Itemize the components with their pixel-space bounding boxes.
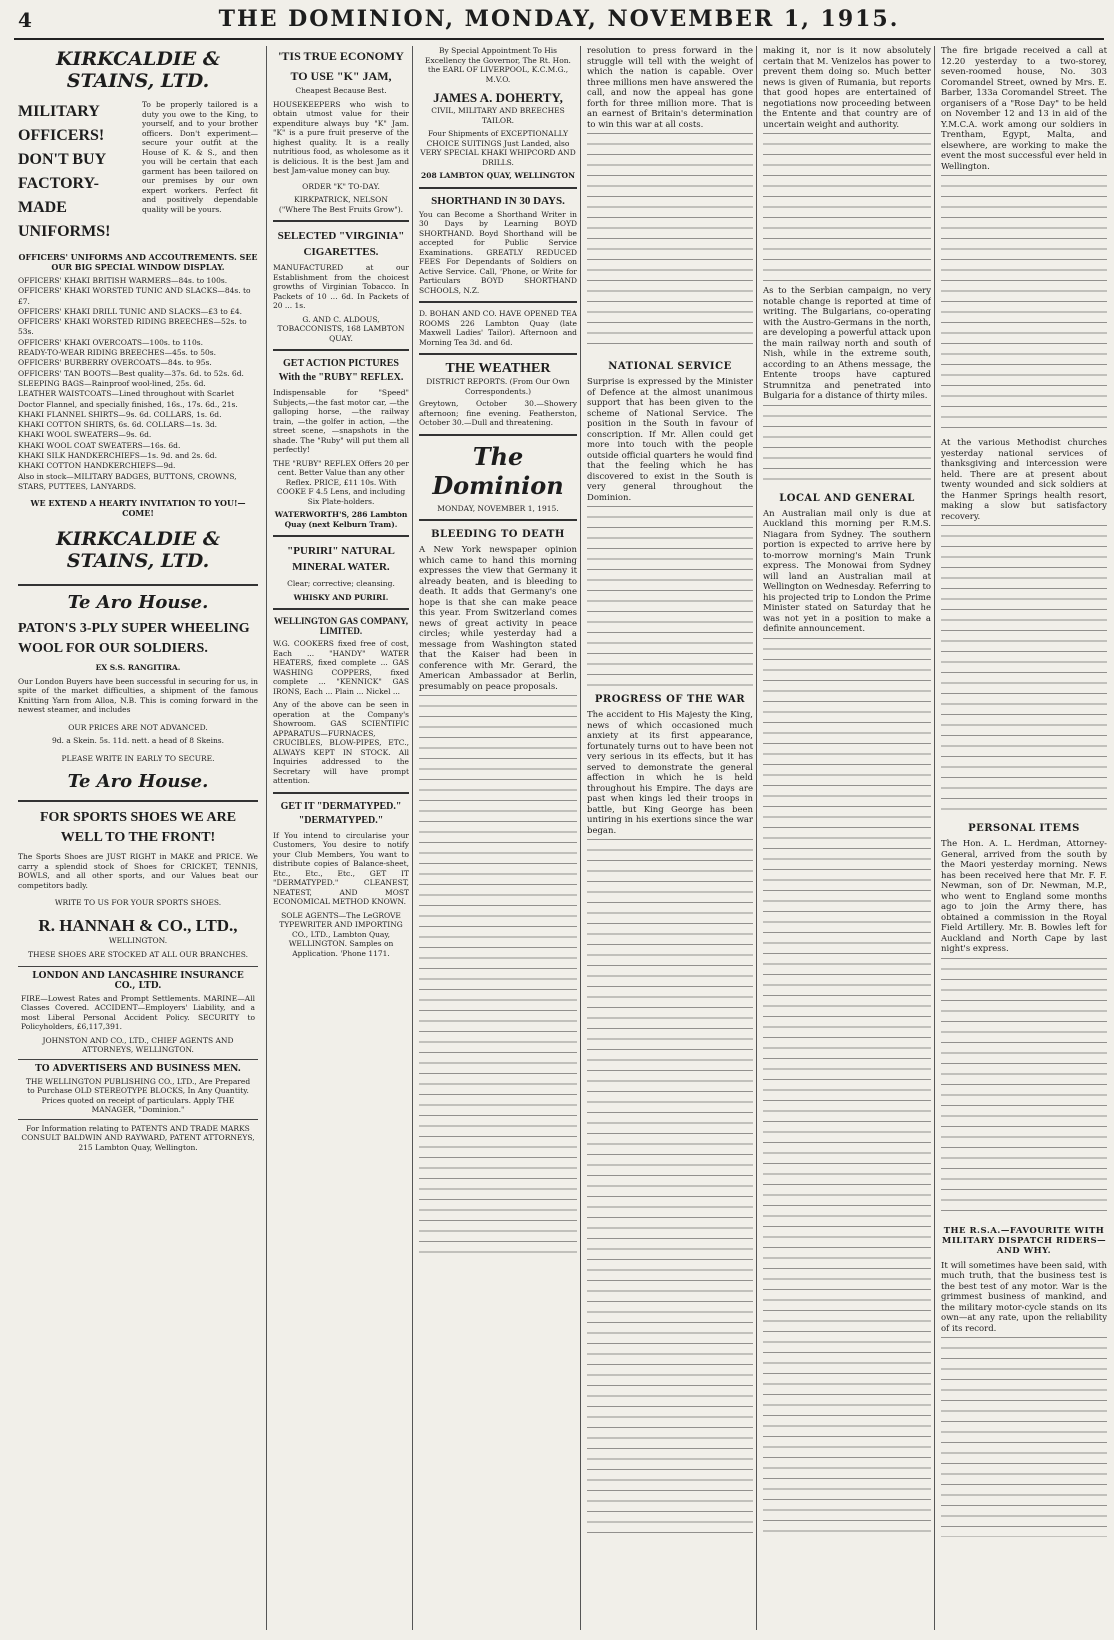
rsa-headline: THE R.S.A.—FAVOURITE WITH MILITARY DISPATCH RIDERS—AND WHY. <box>941 1225 1107 1256</box>
advertisers-ad <box>18 1059 258 1119</box>
aldous-address: G. AND C. ALDOUS, TOBACCONISTS, 168 LAMBTON QUAY. <box>277 314 405 343</box>
progress-headline: PROGRESS OF THE WAR <box>594 694 746 705</box>
text-continuation <box>763 638 931 1538</box>
methodist-body: At the various Methodist churches yesterday national services of thanksgiving and intercession were held. There are at present about twenty wounded and sick soldiers at the Hanmer Springs health resort, making a slow but satisfactory recovery. <box>941 438 1107 522</box>
progress-body: The accident to His Majesty the King, news of which occasioned much anxiety at its first appearance, fortunately turns out to have been not very serious in its effects, but it has served to demonstrate the general affection in which he is held throughout his Empire. The days are past when kings led their troops in battle, but King George has been untiring in his exertions since the war began. <box>587 710 753 836</box>
divider <box>419 519 577 521</box>
derma-agents: SOLE AGENTS—The LeGROVE TYPEWRITER AND IMPORTING CO., LTD., Lambton Quay, WELLINGTON. Samples on Application. 'Phone 1171. <box>279 910 403 958</box>
special-appointment: By Special Appointment To His Excellency the Governor, The Rt. Hon. the EARL OF LIVERPOOL, K.C.M.G., M.V.O. <box>425 46 571 84</box>
list-item: OFFICERS' KHAKI OVERCOATS—100s. to 110s. <box>18 337 203 347</box>
military-officers-headline: MILITARY OFFICERS! DON'T BUY FACTORY-MADE UNIFORMS! <box>18 103 111 240</box>
doherty-name: JAMES A. DOHERTY, <box>433 90 563 105</box>
patons-body: Our London Buyers have been successful in securing for us, in spite of the market difficulties, a shipment of the famous Knitting Yarn from Alloa, N.B. This is coming forward in the newest steamer, and includes <box>18 676 258 715</box>
dominion-nameplate: The Dominion <box>432 441 564 500</box>
hannah-name: R. HANNAH & CO., LTD., <box>38 915 238 935</box>
patents-ad: For Information relating to PATENTS AND TRADE MARKS CONSULT BALDWIN AND RAYWARD, PATENT ATTORNEYS, 215 Lambton Quay, Wellington. <box>18 1119 258 1157</box>
list-item: READY-TO-WEAR RIDING BREECHES—45s. to 50s. <box>18 348 216 358</box>
derma-headline: GET IT "DERMATYPED." "DERMATYPED." <box>280 800 402 826</box>
waterworth-address: WATERWORTH'S, 286 Lambton Quay (next Kelburn Tram). <box>274 510 408 529</box>
list-item: OFFICERS' KHAKI BRITISH WARMERS—84s. to 100s. <box>18 276 228 285</box>
text-continuation <box>763 133 931 283</box>
advertisers-body: THE WELLINGTON PUBLISHING CO., LTD., Are Prepared to Purchase OLD STEREOTYPE BLOCKS, In Any Quantity. Prices quoted on receipt of particulars. Apply THE MANAGER, "Dominion." <box>25 1076 251 1115</box>
bohan-tea-rooms: D. BOHAN AND CO. HAVE OPENED TEA ROOMS 226 Lambton Quay (late Maxwell Ladies' Tailor). Afternoon and Morning Tea 3d. and 6d. <box>419 309 577 347</box>
patons-write: PLEASE WRITE IN EARLY TO SECURE. <box>61 753 215 763</box>
national-service-body: Surprise is expressed by the Minister of Defence at the almost unanimous support that has been given to the scheme of National Service. The position in the South in favour of conscription. If Mr. Allen could get more into touch with the people outside official quarters he would find that the feeling which he has discovered to exist in the South is very general throughout the Dominion. <box>587 377 753 503</box>
personal-items-headline: PERSONAL ITEMS <box>968 823 1080 834</box>
text-continuation <box>763 405 931 485</box>
insurance-body: FIRE—Lowest Rates and Prompt Settlements. MARINE—All Classes Covered. ACCIDENT—Employers' Liability, and a most Liberal Personal Accident Policy. SECURITY to Policyholders, £6,117,391. <box>21 993 255 1032</box>
local-general-headline: LOCAL AND GENERAL <box>779 492 915 504</box>
ruby-headline: GET ACTION PICTURES With the "RUBY" REFLEX. <box>278 358 404 383</box>
list-item: OFFICERS' KHAKI DRILL TUNIC AND SLACKS—£3 to £4. <box>18 306 243 316</box>
list-item: KHAKI WOOL COAT SWEATERS—16s. 6d. <box>18 440 181 450</box>
list-item: KHAKI FLANNEL SHIRTS—9s. 6d. COLLARS, 1s. 6d. <box>18 409 222 419</box>
text-continuation <box>941 525 1107 815</box>
divider <box>273 608 409 610</box>
column-3 <box>412 46 577 1630</box>
virginia-headline: SELECTED "VIRGINIA" CIGARETTES. <box>277 230 405 258</box>
puriri-tagline: Clear; corrective; cleansing. <box>287 579 395 588</box>
shorthand-headline: SHORTHAND IN 30 DAYS. <box>431 194 565 207</box>
jam-maker: KIRKPATRICK, NELSON <box>294 195 388 204</box>
fire-brigade-body: The fire brigade received a call at 12.20 yesterday to a two-storey, seven-roomed house, No. 303 Coromandel Street, owned by Mrs. E. Barber, 133a Coromandel Street. The organisers of a "Rose Day" to be held on November 12 and 13 in aid of the Y.M.C.A. work among our soldiers in Trentham, Egypt, Malta, and elsewhere, are working to make the event the most successful ever held in Wellington. <box>941 46 1107 172</box>
divider <box>273 792 409 794</box>
doherty-address: 208 LAMBTON QUAY, WELLINGTON <box>421 171 575 180</box>
kirkcaldie-title: KIRKCALDIE & STAINS, LTD. <box>55 48 221 92</box>
divider <box>273 220 409 222</box>
rsa-body: It will sometimes have been said, with much truth, that the business test is the best test of any motor. War is the grimmest business of mankind, and the military motor-cycle stands on its own—at any rate, upon the reliability of its record. <box>941 1260 1107 1334</box>
divider <box>18 584 258 586</box>
list-item: LEATHER WAISTCOATS—Lined throughout with Scarlet Doctor Flannel, and specially finished, 16s., 17s. 6d., 21s. <box>18 389 238 409</box>
sports-body: The Sports Shoes are JUST RIGHT in MAKE and PRICE. We carry a splendid stock of Shoes for CRICKET, TENNIS, BOWLS, and all other sports, and our Values beat our competitors badly. <box>18 852 258 890</box>
text-continuation <box>419 695 577 1255</box>
divider <box>419 353 577 355</box>
weather-headline: THE WEATHER <box>445 361 551 376</box>
list-item: KHAKI COTTON SHIRTS, 6s. 6d. COLLARS—1s. 3d. <box>18 420 218 430</box>
jam-headline: 'TIS TRUE ECONOMY TO USE "K" JAM, <box>278 49 404 83</box>
page-number: 4 <box>18 8 32 32</box>
patons-ship: EX S.S. RANGITIRA. <box>95 663 181 673</box>
officers-price-list <box>18 276 258 492</box>
virginia-body: MANUFACTURED at our Establishment from the choicest growths of Virginian Tobacco. In Packets of 10 ... 6d. In Packets of 20 ... 1s. <box>273 263 409 310</box>
list-item: SLEEPING BAGS—Rainproof wool-lined, 25s. 6d. <box>18 378 206 388</box>
jam-tagline: ("Where The Best Fruits Grow"). <box>278 204 404 214</box>
hannah-stocked: THESE SHOES ARE STOCKED AT ALL OUR BRANCHES. <box>27 950 249 960</box>
jam-order: ORDER "K" TO-DAY. <box>302 181 380 191</box>
jam-body: HOUSEKEEPERS who wish to obtain utmost value for their expenditure always buy "K" Jam. "K" is a pure fruit preserve of the highest quality. It is a really nutritious food, as wholesome as it is delicious. It is the best Jam and best Jam-value money can buy. <box>273 99 409 175</box>
divider <box>419 434 577 436</box>
text-continuation <box>587 839 753 1539</box>
advertisers-head: TO ADVERTISERS AND BUSINESS MEN. <box>35 1063 241 1074</box>
derma-body: If You intend to circularise your Customers, You desire to notify your Club Members, You want to distribute copies of Balance-sheet, Etc., Etc., Etc., GET IT "DERMATYPED." CLEANEST, NEATEST, AND MOST ECONOMICAL METHOD KNOWN. <box>273 830 409 906</box>
text-continuation <box>941 175 1107 435</box>
te-aro-house-footer: Te Aro House. <box>67 771 209 793</box>
bleeding-headline: BLEEDING TO DEATH <box>431 529 565 540</box>
serbian-campaign-body: As to the Serbian campaign, no very notable change is reported at time of writing. The Bulgarians, co-operating with the Austro-Germans in the north, are developing a powerful attack upon the main railway north and south of Nish, while in the extreme south, according to an Athens message, the Entente troops have captured Strumnitza and penetrated into Bulgaria for a distance of thirty miles. <box>763 286 931 401</box>
list-item: OFFICERS' KHAKI WORSTED RIDING BREECHES—52s. to 53s. <box>18 317 247 337</box>
list-item: OFFICERS' BURBERRY OVERCOATS—84s. to 95s. <box>18 358 212 368</box>
column-4 <box>580 46 753 1630</box>
sports-write: WRITE TO US FOR YOUR SPORTS SHOES. <box>54 898 222 908</box>
divider <box>18 800 258 802</box>
masthead <box>14 6 1104 40</box>
divider <box>419 301 577 303</box>
officers-uniforms-heading: OFFICERS' UNIFORMS AND ACCOUTREMENTS. SEE OUR BIG SPECIAL WINDOW DISPLAY. <box>18 252 258 272</box>
hannah-city: WELLINGTON. <box>108 935 168 945</box>
shorthand-body: You can Become a Shorthand Writer in 30 Days by Learning BOYD SHORTHAND. Boyd Shorthand will be accepted for Public Service Examinations. GREATLY REDUCED FEES For Dependants of Soldiers on Active Service. Call, 'Phone, or Write for Particulars BOYD SHORTHAND SCHOOLS, N.Z. <box>419 209 577 295</box>
text-continuation <box>587 506 753 686</box>
bleeding-body: A New York newspaper opinion which came to hand this morning expresses the view that Germany it already beaten, and is bleeding to death. It adds that Germany's one hope is that she can make peace this year. From Switzerland comes news of great activity in peace circles; while yesterday had a message from Washington stated that the Kaiser had been in conference with Mr. Gerard, the American Ambassador at Berlin, presumably on peace proposals. <box>419 545 577 692</box>
invitation-line: WE EXTEND A HEARTY INVITATION TO YOU!—COME! <box>30 498 246 519</box>
divider <box>273 349 409 351</box>
kirkcaldie-footer: KIRKCALDIE & STAINS, LTD. <box>55 528 221 573</box>
text-continuation <box>941 958 1107 1218</box>
patons-prices: 9d. a Skein. 5s. 11d. nett. a head of 8 Skeins. <box>51 736 225 746</box>
whisky-puriri: WHISKY AND PURIRI. <box>293 592 389 602</box>
military-body: To be properly tailored is a duty you owe to the King, to yourself, and to your brother officers. Don't experiment—secure your outfit at the House of K. & S., and then you will be certain that each garment has been tailored on our premises by our own expert workers. Perfect fit and positively dependable quality will be yours. <box>142 100 258 214</box>
column-1 <box>18 46 258 1630</box>
doherty-body: Four Shipments of EXCEPTIONALLY CHOICE SUITINGS Just Landed, also VERY SPECIAL KHAKI WHIPCORD AND DRILLS. <box>420 129 576 167</box>
gas-headline: WELLINGTON GAS COMPANY, LIMITED. <box>273 616 409 636</box>
national-service-headline: NATIONAL SERVICE <box>608 361 732 372</box>
gas-body: W.G. COOKERS fixed free of cost, Each ... "HANDY" WATER HEATERS, fixed complete ... GAS WASHING COPPERS, fixed complete ... "KENNICK" GAS IRONS, Each ... Plain ... Nickel ... <box>273 639 409 696</box>
te-aro-house-title: Te Aro House. <box>67 592 209 614</box>
list-item: OFFICERS' TAN BOOTS—Best quality—37s. 6d. to 52s. 6d. <box>18 368 244 378</box>
text-continuation <box>941 1337 1107 1537</box>
puriri-headline: "PURIRI" NATURAL MINERAL WATER. <box>287 545 395 573</box>
jam-sub: Cheapest Because Best. <box>295 86 387 95</box>
sports-headline: FOR SPORTS SHOES WE ARE WELL TO THE FRONT! <box>39 810 237 846</box>
patons-headline: PATON'S 3-PLY SUPER WHEELING WOOL FOR OUR SOLDIERS. <box>18 621 250 657</box>
list-item: OFFICERS' KHAKI WORSTED TUNIC AND SLACKS—84s. to £7. <box>18 286 251 306</box>
list-item: KHAKI COTTON HANDKERCHIEFS—9d. <box>18 461 176 471</box>
list-item: Also in stock—MILITARY BADGES, BUTTONS, CROWNS, STARS, PUTTEES, LANYARDS. <box>18 471 237 491</box>
weather-sub: DISTRICT REPORTS. (From Our Own Correspondents.) <box>426 377 570 396</box>
weather-body: Greytown, October 30.—Showery afternoon; fine evening. Featherston, October 30.—Dull and threatening. <box>419 399 577 427</box>
column-5 <box>756 46 931 1630</box>
ruby-body: Indispensable for "Speed" Subjects,—the fast motor car, —the galloping horse, —the railway train, —the golfer in action, —the street scene, —snapshots in the shade. The "Ruby" will put them all perfectly! <box>273 388 409 454</box>
war-leader-body: resolution to press forward in the struggle will tell with the weight of which the nation is capable. Over three millions men have answered the call, and now the appeal has gone forth for three million more. That is an earnest of Britain's determination to win this war at all costs. <box>587 46 753 130</box>
list-item: KHAKI SILK HANDKERCHIEFS—1s. 9d. and 2s. 6d. <box>18 451 217 461</box>
local-general-body: An Australian mail only is due at Auckland this morning per R.M.S. Niagara from Sydney. The southern portion is expected to arrive here by to-morrow morning's Main Trunk express. The Monowai from Sydney will land an Australian mail at Wellington on Wednesday. Referring to his projected trip to London the Prime Minister stated on Saturday that he was not yet in a position to make a definite announcement. <box>763 508 931 634</box>
patons-not-advanced: OUR PRICES ARE NOT ADVANCED. <box>68 722 208 732</box>
personal-items-body: The Hon. A. L. Herdman, Attorney-General, arrived from the south by the Maori yesterday morning. News has been received here that Mr. F. F. Newman, son of Dr. Newman, M.P., who went to England some months ago to join the Army there, has obtained a commission in the Royal Field Artillery. Mr. B. Bowles left for Auckland and North Cape by last night's express. <box>941 839 1107 954</box>
list-item: KHAKI WOOL SWEATERS—9s. 6d. <box>18 430 152 440</box>
column-2 <box>266 46 409 1630</box>
text-continuation <box>587 133 753 353</box>
insurance-ad <box>18 966 258 1059</box>
rumania-body: making it, nor is it now absolutely certain that M. Venizelos has power to prevent them doing so. Much better news is given of Rumania, but reports that good hopes are entertained of negotiations now proceeding between the Entente and that country are of uncertain weight and authority. <box>763 46 931 130</box>
doherty-trade: CIVIL, MILITARY AND BREECHES TAILOR. <box>431 106 565 125</box>
insurance-head: LONDON AND LANCASHIRE INSURANCE CO., LTD. <box>32 970 244 991</box>
ruby-price: THE "RUBY" REFLEX Offers 20 per cent. Better Value than any other Reflex. PRICE, £11 10s. With COOKE F 4.5 Lens, and including Six Plate-holders. <box>273 458 409 506</box>
gas-tail: Any of the above can be seen in operation at the Company's Showroom. GAS SCIENTIFIC APPARATUS—FURNACES, CRUCIBLES, BLOW-PIPES, ETC., ALWAYS KEPT IN STOCK. All Inquiries addressed to the Secretary will have prompt attention. <box>273 700 409 785</box>
johnston-agents: JOHNSTON AND CO., LTD., CHIEF AGENTS AND ATTORNEYS, WELLINGTON. <box>42 1035 234 1055</box>
dominion-date: MONDAY, NOVEMBER 1, 1915. <box>437 503 559 513</box>
newspaper-title: THE DOMINION, MONDAY, NOVEMBER 1, 1915. <box>218 6 900 32</box>
divider <box>419 187 577 189</box>
divider <box>273 535 409 537</box>
column-6 <box>934 46 1107 1630</box>
